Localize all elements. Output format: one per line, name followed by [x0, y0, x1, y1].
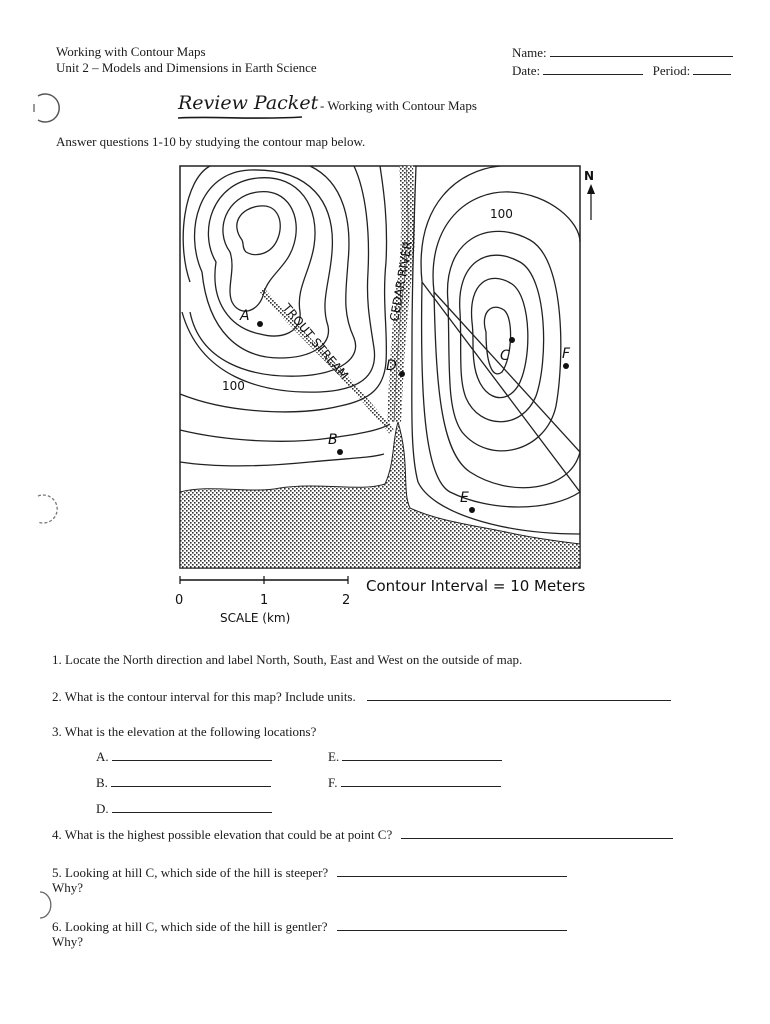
period-label: Period:	[652, 63, 691, 78]
point-c-label: C	[500, 348, 510, 364]
worksheet-title: Working with Contour Maps	[56, 44, 206, 59]
name-label: Name:	[512, 45, 547, 60]
date-label: Date:	[512, 63, 541, 78]
question-6-why: Why?	[52, 934, 84, 949]
question-6-answer-blank[interactable]	[337, 918, 567, 931]
hole-punch-top	[28, 90, 64, 126]
question-3-b	[96, 774, 271, 790]
question-4-text: 4. What is the highest possible elevation that could be at point C?	[52, 827, 393, 842]
period-blank[interactable]	[693, 62, 731, 75]
question-6-text: 6. Looking at hill C, which side of the hill is gentler?	[52, 919, 328, 934]
question-3-a	[96, 748, 272, 764]
question-2	[52, 688, 671, 704]
question-4	[52, 826, 673, 842]
question-3-e	[328, 748, 502, 764]
question-2-text: 2. What is the contour interval for this map? Include units.	[52, 689, 356, 704]
contour-map	[170, 162, 600, 630]
question-5-answer-blank[interactable]	[337, 864, 567, 877]
question-3-d-blank[interactable]	[112, 800, 272, 813]
question-3-e-blank[interactable]	[342, 748, 502, 761]
date-field[interactable]	[512, 62, 731, 78]
question-3-f-blank[interactable]	[341, 774, 501, 787]
map-label-100-left: 100	[222, 379, 245, 393]
map-label-cedar-river: CEDAR RIVER	[387, 239, 416, 323]
map-label-100-right: 100	[490, 207, 513, 221]
question-5	[52, 864, 567, 880]
question-3-f	[328, 774, 501, 790]
scale-tick-1: 1	[260, 593, 269, 608]
contour-map-figure	[170, 162, 600, 630]
handwritten-title: Review Packet	[178, 92, 319, 114]
question-3-d	[96, 800, 272, 816]
question-3: 3. What is the elevation at the following locations?	[52, 724, 317, 739]
question-2-answer-blank[interactable]	[367, 688, 671, 701]
question-4-answer-blank[interactable]	[401, 826, 673, 839]
hole-punch-middle	[28, 492, 64, 528]
date-blank[interactable]	[543, 62, 643, 75]
question-5-why: Why?	[52, 880, 84, 895]
name-blank[interactable]	[550, 44, 733, 57]
instructions: Answer questions 1-10 by studying the contour map below.	[56, 134, 366, 149]
north-arrow-icon	[584, 169, 595, 220]
question-3-a-label: A.	[96, 749, 109, 764]
question-1: 1. Locate the North direction and label North, South, East and West on the outside of map.	[52, 652, 523, 667]
question-3-a-blank[interactable]	[112, 748, 272, 761]
handwritten-underline	[176, 114, 306, 122]
question-3-f-label: F.	[328, 775, 338, 790]
question-3-d-label: D.	[96, 801, 109, 816]
point-d-label: D	[386, 358, 397, 374]
unit-subtitle: Unit 2 – Models and Dimensions in Earth Science	[56, 60, 317, 75]
question-5-text: 5. Looking at hill C, which side of the hill is steeper?	[52, 865, 329, 880]
point-b-label: B	[328, 432, 338, 448]
scale-caption: SCALE (km)	[220, 611, 291, 625]
scale-tick-2: 2	[342, 593, 351, 608]
point-f-label: F	[562, 346, 571, 362]
question-3-b-label: B.	[96, 775, 108, 790]
scale-bar	[175, 576, 350, 625]
question-6	[52, 918, 567, 934]
scale-tick-0: 0	[175, 593, 184, 608]
question-3-e-label: E.	[328, 749, 340, 764]
packet-subtitle: - Working with Contour Maps	[320, 98, 477, 113]
map-label-trout-stream: TROUT STREAM	[279, 300, 352, 383]
point-a-label: A	[240, 308, 250, 324]
name-field[interactable]	[512, 44, 733, 60]
north-label: N	[584, 169, 595, 183]
question-3-b-blank[interactable]	[111, 774, 271, 787]
point-e-label: E	[460, 490, 469, 506]
contour-interval-label: Contour Interval = 10 Meters	[366, 577, 586, 595]
